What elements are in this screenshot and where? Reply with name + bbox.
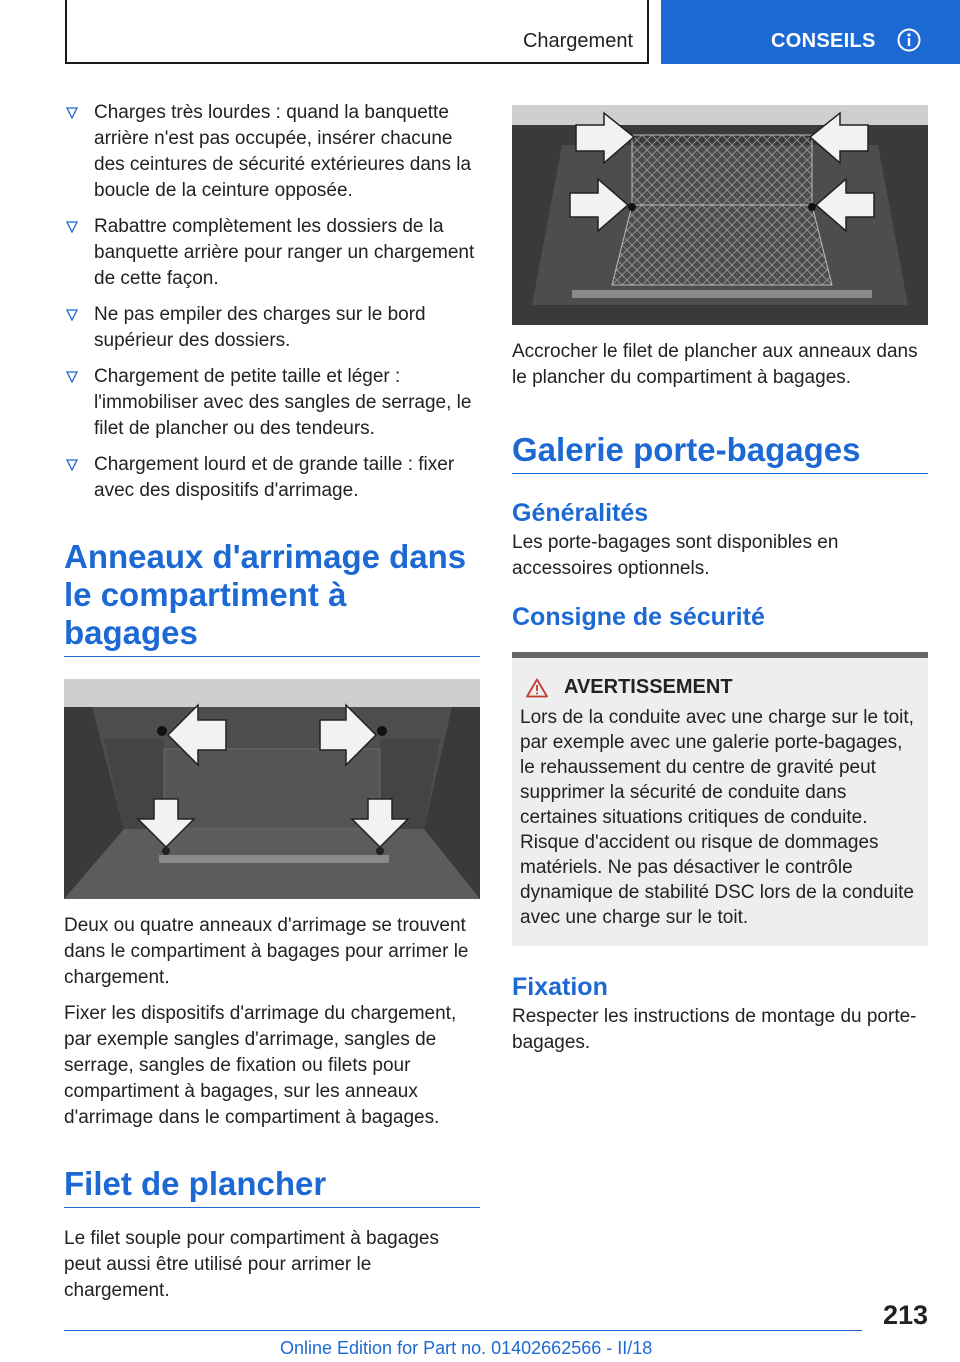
triangle-bullet-icon [66, 107, 78, 119]
list-item: Chargement de petite taille et léger : l'immobiliser avec des sangles de serrage, le filet de plancher ou des tendeurs. [64, 364, 480, 442]
fixation-text: Respecter les instructions de montage du porte-bagages. [512, 1006, 917, 1053]
generalites-text: Les porte-bagages sont disponibles en accessoires optionnels. [512, 532, 839, 579]
trunk-lashing-eyes-photo [64, 679, 480, 899]
running-header [65, 0, 649, 64]
left-column [64, 100, 480, 1314]
section-tab [661, 0, 960, 64]
warning-box [512, 652, 928, 946]
fixation-heading: Fixation [512, 973, 608, 1001]
loading-tips-list [64, 100, 480, 504]
info-icon [897, 28, 921, 52]
section-title: CONSEILS [771, 30, 876, 52]
warning-text: Lors de la conduite avec une charge sur le toit, par exemple avec une galerie porte-bagages, le rehaussement du centre de gravité peut supprimer la sécurité de conduite dans certaines situations critiques de conduite. Risque d'accident ou risque de dommages matériels. Ne pas désactiver le contrôle dynamique de stabilité DSC lors de la conduite avec une charge sur le toit. [520, 707, 914, 928]
filet-paragraph: Le filet souple pour compartiment à bagages peut aussi être utilisé pour arrimer le chargement. [64, 1228, 439, 1301]
net-caption: Accrocher le filet de plancher aux anneaux dans le plancher du compartiment à bagages. [512, 341, 918, 388]
generalites-heading: Généralités [512, 499, 649, 527]
right-column [512, 100, 928, 1066]
warning-title: AVERTISSEMENT [564, 676, 733, 698]
warning-triangle-icon [526, 678, 548, 698]
triangle-bullet-icon [66, 309, 78, 321]
securite-heading: Consigne de sécurité [512, 603, 765, 631]
page-number: 213 [882, 1300, 928, 1330]
list-item: Charges très lourdes : quand la banquette arrière n'est pas occupée, insérer chacune des ceintures de sécurité extérieures dans la boucle de la ceinture opposée. [64, 100, 480, 204]
chapter-title: Chargement [522, 30, 633, 52]
anneaux-paragraph-2: Fixer les dispositifs d'arrimage du chargement, par exemple sangles d'arrimage, sangles de serrage, sangles de fixation ou filets pour compartiment à bagages, sur les anneaux d'arrimage dans le compartiment à bagages. [64, 1003, 457, 1128]
triangle-bullet-icon [66, 459, 78, 471]
galerie-heading: Galerie porte-bagages [512, 431, 928, 474]
edition-footer: Online Edition for Part no. 01402662566 - II/18 [280, 1338, 653, 1358]
anneaux-heading: Anneaux d'arrimage dans le compartiment à bagages [64, 538, 480, 657]
footer-divider [64, 1330, 862, 1331]
triangle-bullet-icon [66, 221, 78, 233]
list-item: Ne pas empiler des charges sur le bord supérieur des dossiers. [64, 302, 480, 354]
list-item: Chargement lourd et de grande taille : fixer avec des dispositifs d'arrimage. [64, 452, 480, 504]
list-item: Rabattre complètement les dossiers de la banquette arrière pour ranger un chargement de cette façon. [64, 214, 480, 292]
floor-net-photo [512, 105, 928, 325]
filet-heading: Filet de plancher [64, 1165, 480, 1208]
triangle-bullet-icon [66, 371, 78, 383]
anneaux-paragraph-1: Deux ou quatre anneaux d'arrimage se trouvent dans le compartiment à bagages pour arrimer le chargement. [64, 915, 469, 988]
warning-header [520, 676, 918, 699]
